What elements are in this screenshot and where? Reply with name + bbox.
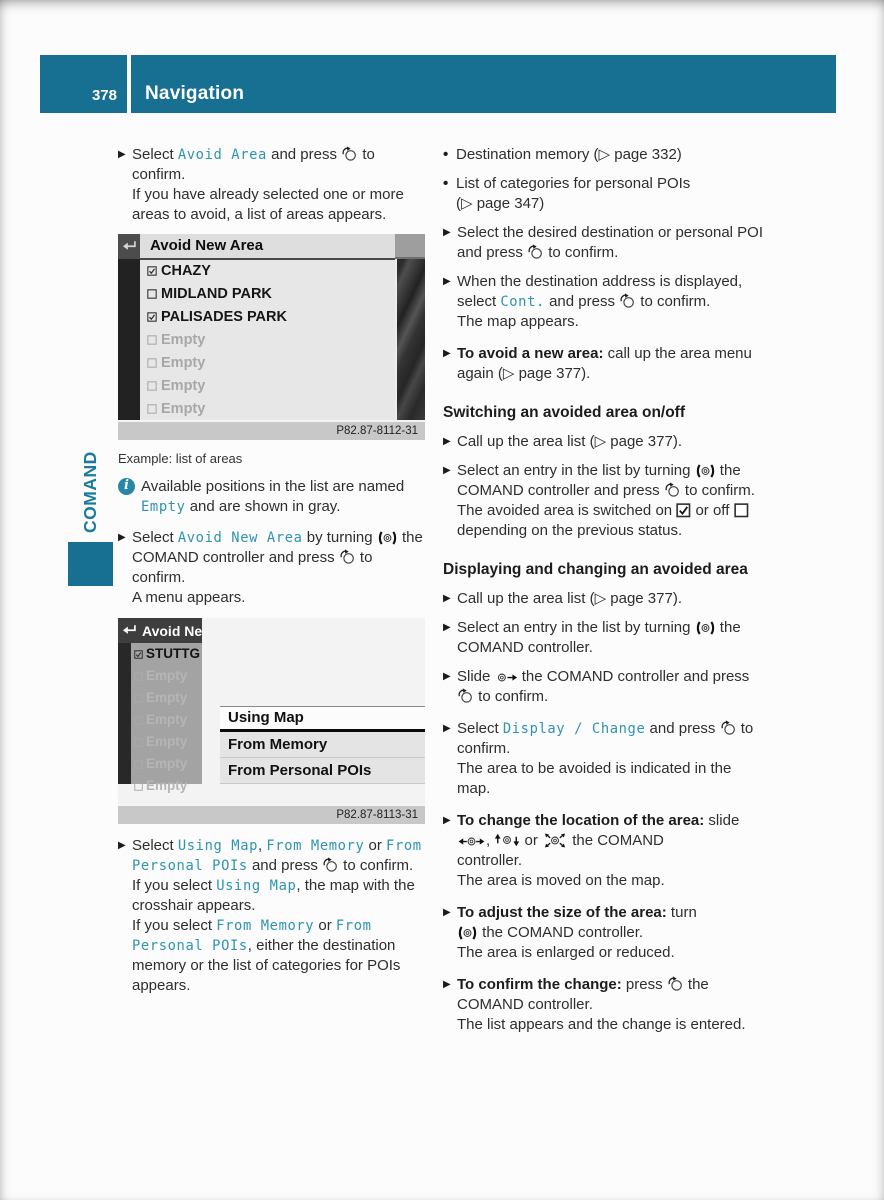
- menu-item-from-personal-pois: From Personal POIs: [220, 758, 425, 784]
- area-list-row: [131, 687, 202, 709]
- screen-title: Avoid Ne: [142, 622, 203, 639]
- bullet-dot-icon: •: [443, 175, 449, 192]
- bullet-triangle-icon: ▶: [443, 622, 451, 633]
- instruction-text: Select Display / Change and press to confirm. The area to be avoided is indicated in the map.: [457, 720, 754, 797]
- figure-caption: Example: list of areas: [118, 451, 243, 466]
- instruction-bullet: [443, 811, 768, 891]
- checkbox-unchecked-icon: [134, 694, 143, 703]
- instruction-bullet: [443, 432, 768, 452]
- turn-controller-icon: [695, 462, 716, 479]
- instruction-bullet: [443, 719, 768, 799]
- instruction-text: To adjust the size of the area: turn the COMAND controller. The area is enlarged or reduced.: [457, 904, 697, 961]
- left-column: [118, 145, 425, 1005]
- comand-display-text: Avoid Area: [177, 147, 267, 163]
- comand-display-text: From Personal POIs: [132, 918, 372, 954]
- bold-action-label: To confirm the change:: [457, 976, 622, 993]
- area-list-row: [140, 283, 395, 306]
- instruction-text: Call up the area list (▷ page 377).: [457, 433, 682, 450]
- bullet-triangle-icon: ▶: [443, 348, 451, 359]
- instruction-bullet: [443, 272, 768, 332]
- comand-display-text: From Memory: [266, 838, 365, 854]
- area-list-row: [131, 709, 202, 731]
- checkbox-checked-icon: [147, 312, 157, 322]
- note-text: Available positions in the list are named Empty and are shown in gray.: [141, 478, 405, 515]
- bullet-triangle-icon: ▶: [443, 227, 451, 238]
- checkbox-unchecked-icon: [147, 358, 157, 368]
- press-controller-icon: [341, 146, 358, 163]
- area-name: STUTTG: [146, 646, 200, 661]
- instruction-text: Select Avoid New Area by turning the COMAND controller and press to confirm. A menu appears.: [132, 529, 423, 606]
- screen-title: Avoid New Area: [140, 234, 395, 260]
- instruction-text: Slide the COMAND controller and press to confirm.: [457, 668, 750, 705]
- instruction-bullet: [443, 975, 768, 1035]
- instruction-text: List of categories for personal POIs (▷ page 347): [456, 175, 691, 212]
- left-mid-blocks: [118, 477, 425, 608]
- comand-display-text: Cont.: [500, 294, 545, 310]
- instruction-bullet: [443, 223, 768, 263]
- turn-controller-icon: [695, 619, 716, 636]
- press-controller-icon: [619, 293, 636, 310]
- right-column: [443, 145, 768, 1044]
- instruction-bullet: [443, 618, 768, 658]
- turn-controller-icon: [457, 924, 478, 941]
- scrollbar-thumb: [395, 234, 425, 259]
- press-controller-icon: [667, 976, 684, 993]
- press-controller-icon: [527, 244, 544, 261]
- area-list-row: [140, 306, 395, 329]
- checkbox-unchecked-icon: [147, 335, 157, 345]
- checkbox-unchecked-icon: [734, 502, 749, 519]
- area-list-row: [131, 643, 202, 665]
- checkbox-checked-icon: [147, 266, 157, 276]
- bullet-triangle-icon: ▶: [118, 532, 126, 543]
- sidebar-tab-marker: [68, 542, 113, 586]
- slide-diagonal-controller-icon: [542, 832, 568, 849]
- sidebar-tab-comand: COMAND: [80, 451, 100, 533]
- checkbox-unchecked-icon: [147, 404, 157, 414]
- comand-screenshot-area-menu: [118, 618, 425, 824]
- screen-left-strip: [118, 643, 131, 784]
- bullet-triangle-icon: ▶: [443, 907, 451, 918]
- instruction-text: Destination memory (▷ page 332): [456, 146, 682, 163]
- area-list-row: [140, 397, 395, 420]
- info-icon: i: [118, 478, 135, 495]
- instruction-bullet: [443, 461, 768, 541]
- bullet-triangle-icon: ▶: [443, 671, 451, 682]
- popup-menu: [220, 706, 425, 784]
- left-intro-blocks: [118, 145, 425, 225]
- instruction-text: To avoid a new area: call up the area menu again (▷ page 377).: [457, 345, 752, 382]
- instruction-bullet: [118, 145, 425, 225]
- bullet-triangle-icon: ▶: [118, 840, 126, 851]
- instruction-text: Select Using Map, From Memory or From Personal POIs and press to confirm. If you select Using Map, the map with the crosshair appears. If you select From Memory or From Personal POIs, either the destination memory or the list of categories for POIs appears.: [132, 837, 422, 994]
- area-name: CHAZY: [161, 263, 211, 280]
- comand-screenshot-area-list: [118, 234, 425, 440]
- area-name: Empty: [146, 668, 188, 683]
- comand-display-text: From Personal POIs: [132, 838, 422, 874]
- area-list-panel: [131, 643, 202, 793]
- bullet-triangle-icon: ▶: [443, 723, 451, 734]
- bullet-triangle-icon: ▶: [443, 465, 451, 476]
- area-list-row: [140, 260, 395, 283]
- area-name: Empty: [146, 690, 188, 705]
- back-icon: [122, 621, 137, 641]
- section-heading: Switching an avoided area on/off: [443, 404, 686, 421]
- back-icon: [118, 234, 140, 259]
- section-heading: Displaying and changing an avoided area: [443, 561, 748, 578]
- bullet-triangle-icon: ▶: [443, 593, 451, 604]
- instruction-text: Call up the area list (▷ page 377).: [457, 590, 682, 607]
- bullet-triangle-icon: ▶: [118, 149, 126, 160]
- instruction-text: Select an entry in the list by turning the COMAND controller.: [457, 619, 741, 656]
- comand-display-text: From Memory: [216, 918, 315, 934]
- bold-action-label: To avoid a new area:: [457, 345, 604, 362]
- bold-action-label: To adjust the size of the area:: [457, 904, 667, 921]
- comand-display-text: Display / Change: [502, 721, 646, 737]
- instruction-bullet: [118, 528, 425, 608]
- area-list-row: [140, 329, 395, 352]
- screen-area-list: [118, 234, 425, 420]
- comand-display-text: Using Map: [177, 838, 259, 854]
- area-list-row: [131, 665, 202, 687]
- area-name: Empty: [146, 734, 188, 749]
- area-list-row: [140, 374, 395, 397]
- checkbox-unchecked-icon: [147, 381, 157, 391]
- bullet-dot-icon: •: [443, 146, 449, 163]
- map-background-strip: [395, 234, 425, 420]
- screen-title-bar: [118, 618, 202, 643]
- checkbox-unchecked-icon: [134, 716, 143, 725]
- instruction-text: Select an entry in the list by turning the COMAND controller and press to confirm. The avoided area is switched on or off depending on the previous status.: [457, 462, 755, 539]
- checkbox-unchecked-icon: [134, 672, 143, 681]
- screen-left-strip: [118, 234, 140, 420]
- area-list-panel: [140, 234, 395, 420]
- bullet-triangle-icon: ▶: [443, 979, 451, 990]
- checkbox-unchecked-icon: [134, 760, 143, 769]
- area-name: Empty: [146, 712, 188, 727]
- area-list-row: [131, 731, 202, 753]
- area-list-row: [131, 775, 202, 797]
- bullet-triangle-icon: ▶: [443, 815, 451, 826]
- press-controller-icon: [457, 688, 474, 705]
- screen-area-menu: [118, 618, 425, 804]
- checkbox-checked-icon: [134, 650, 143, 659]
- instruction-bullet: [443, 667, 768, 707]
- area-name: Empty: [146, 756, 188, 771]
- figure-code: P82.87-8112-31: [118, 420, 425, 440]
- checkbox-unchecked-icon: [134, 738, 143, 747]
- comand-display-text: Empty: [141, 499, 186, 515]
- slide-horizontal-controller-icon: [457, 832, 486, 849]
- instruction-text: To change the location of the area: slide , or the COMAND controller. The area is moved on the map.: [457, 812, 740, 889]
- press-controller-icon: [664, 482, 681, 499]
- page-header: [40, 55, 836, 113]
- bold-action-label: To change the location of the area:: [457, 812, 705, 829]
- press-controller-icon: [339, 549, 356, 566]
- list-item: [443, 145, 768, 165]
- area-name: PALISADES PARK: [161, 309, 287, 326]
- left-outro-blocks: [118, 836, 425, 996]
- instruction-bullet: [118, 836, 425, 996]
- info-note: [118, 477, 425, 517]
- press-controller-icon: [322, 857, 339, 874]
- slide-right-controller-icon: [495, 668, 518, 685]
- list-item: [443, 174, 768, 214]
- checkbox-unchecked-icon: [134, 782, 143, 791]
- page-title: Navigation: [131, 55, 836, 113]
- bullet-triangle-icon: ▶: [443, 276, 451, 287]
- instruction-bullet: [443, 344, 768, 384]
- area-name: Empty: [161, 377, 206, 394]
- turn-controller-icon: [377, 529, 398, 546]
- menu-item-from-memory: From Memory: [220, 732, 425, 758]
- checkbox-checked-icon: [676, 502, 691, 519]
- checkbox-unchecked-icon: [147, 289, 157, 299]
- right-blocks: [443, 145, 768, 1035]
- instruction-text: To confirm the change: press the COMAND controller. The list appears and the change is entered.: [457, 976, 746, 1033]
- instruction-text: Select Avoid Area and press to confirm. If you have already selected one or more areas to avoid, a list of areas appears.: [132, 146, 404, 223]
- press-controller-icon: [720, 720, 737, 737]
- bullet-triangle-icon: ▶: [443, 436, 451, 447]
- menu-item-using-map: Using Map: [220, 706, 425, 732]
- page-number: 378: [40, 55, 127, 113]
- area-name: Empty: [146, 778, 188, 793]
- area-name: Empty: [161, 332, 206, 348]
- instruction-bullet: [443, 903, 768, 963]
- area-name: Empty: [161, 354, 206, 371]
- instruction-bullet: [443, 589, 768, 609]
- figure-code: P82.87-8113-31: [118, 804, 425, 824]
- area-list-row: [131, 753, 202, 775]
- instruction-text: When the destination address is displayed, select Cont. and press to confirm. The map appears.: [457, 273, 743, 330]
- instruction-text: Select the desired destination or personal POI and press to confirm.: [457, 224, 764, 261]
- comand-display-text: Avoid New Area: [177, 530, 303, 546]
- comand-display-text: Using Map: [216, 878, 297, 894]
- area-list-row: [140, 351, 395, 374]
- area-name: Empty: [161, 400, 206, 417]
- slide-vertical-controller-icon: [494, 832, 520, 849]
- area-name: MIDLAND PARK: [161, 286, 272, 303]
